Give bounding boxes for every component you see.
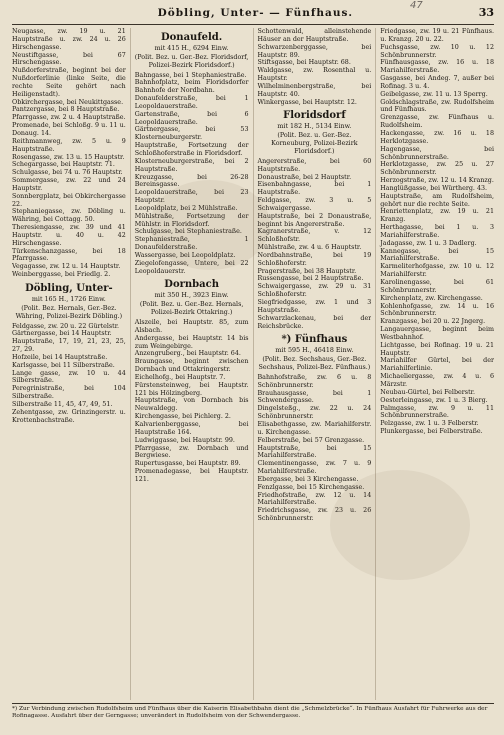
street-entry: Goldschlagstraße, zw. Rudolfsheim und Fünfhaus. [380,98,494,114]
street-entry: Felberstraße, bei 57 Grenzgasse. [257,436,365,444]
street-entry: Sommergasse, zw. 22 und 24 Hauptstr. [12,177,126,192]
street-entry: Hofzeile, bei 14 Hauptstraße. [12,353,108,361]
street-entry: Schegargasse, bei Hauptstr. 71. [12,161,115,169]
street-entry: Neustiftgasse, bei 67 Hirschengasse. [12,51,126,67]
street-entry: Palmgasse, zw. 9 u. 11 Schönbrunnerstraße. [380,404,494,420]
section-population: mit 350 H., 3923 Einw. [154,292,229,300]
section-population: mit 182 H., 5134 Einw. [277,123,352,131]
street-entry: Ebergasse, bei 3 Kirchengasse. [257,475,359,483]
street-entry: Kranzgasse, bei 20 u. 22 Jngerg. [380,318,486,326]
street-entry: Stephaniestraße, 1 Donaufelderstraße. [134,236,249,252]
street-entry: Bahnhofstraße, zw. 6 u. 8 Schönbrunnerstr. [257,373,372,389]
street-entry: Vegagasse, zw. 12 u. 14 Hauptstr. [12,263,121,271]
street-entry: Kohlenhofgasse, zw. 14 u. 16 Schönbrunnerstr. [380,302,494,318]
street-entry: Langauergasse, beginnt beim Westbahnhof. [380,326,494,341]
street-entry: Eisenbahngasse, bei 1 Hauptstraße. [257,181,372,197]
street-entry: Theresiengasse, zw. 39 und 41 Hauptstr. u. 40 u. 42 Hirschengasse. [12,224,126,247]
street-entry: Herzogstraße, zw. 12 u. 14 Kranzg. [380,177,494,185]
street-entry: Hauptstraße, Fortsetzung der Schloßhoferstraße in Floridsdorf. [134,142,249,157]
street-entry: Kreuzgasse, bei 26-28 Bereinsgasse. [134,173,249,189]
street-entry: Gartenstraße, bei 6 Leopoldauerstraße. [134,110,249,126]
street-entry: Schulgasse, bei 74 u. 76 Hauptstr. [12,169,123,177]
street-entry: Winkergasse, bei Hauptstr. 12. [257,98,357,106]
street-entry: Gärtnergasse, bei 53 Klosterneuburgerstr. [134,126,249,142]
street-entry: Friedhofstraße, zw. 12 u. 14 Mariahilferstraße. [257,491,372,507]
street-entry: Hackengasse, zw. 16 u. 18 Herklotzgasse. [380,129,494,145]
section-population: mit 165 H., 1726 Einw. [31,296,106,303]
street-entry: Obkirchergasse, bei Neukittgasse. [12,98,124,106]
street-entry: Kalvarienberggasse, bei Hauptstraße 164. [134,420,249,436]
section-district-note: (Polit. Bez. Hernals, Ger.-Bez. Währing, Polizei-Bezirk Döbling.) [15,304,123,320]
directory-columns [12,28,494,700]
street-entry: Karlsgasse, bei 11 Silberstraße. [12,361,115,369]
street-entry: Pragerstraße, bei 38 Hauptstr. [257,267,357,275]
street-entry: Türkenschanzgasse, bei 18 Pfarrgasse. [12,247,126,263]
street-entry: Hagengasse, bei Schönbrunnerstraße. [380,145,494,161]
section-heading: *) Fünfhaus [281,334,348,346]
street-entry: Donaustraße, bei 2 Hauptstr. [257,173,352,181]
street-entry: Michaeliergasse, zw. 4 u. 6 Märzstr. [380,373,494,388]
street-entry: Clementinengasse, zw. 7 u. 9 Mariahilferstraße. [257,460,372,476]
street-entry: Waldgasse, zw. Rosenthal u. Hauptstr. [257,67,372,83]
street-entry: Weinberggasse, bei Friedlg. 2. [12,271,111,279]
column-4 [375,28,494,700]
street-entry: Herklotzgasse, zw. 25 u. 27 Schönbrunnerstr. [380,161,494,177]
street-entry: Kagranerstraße, v. 12 Schloßhofstr. [257,228,372,244]
street-entry: Mariahilfer Gürtel, bei der Mariahilferlinie. [380,357,494,373]
column-1 [12,28,126,700]
street-entry: Zehentgasse, zw. Grinzingerstr. u. Krottenbachstraße. [12,408,126,424]
street-entry: Hauptstraße, 17, 19, 21, 23, 25, 27, 29. [12,338,126,354]
street-entry: Wassergasse, bei Leopoldplatz. [134,251,236,259]
section-heading: Dornbach [164,279,219,291]
street-entry: Hauptstraße, von Dornbach bis Neuwaldegg. [134,397,249,413]
footnote: *) Zur Verbindung zwischen Rudolfsheim und Fünfhaus über die Kaiserin Elisabethbahn dient die „Schmelzbrücke“. In Fünfhaus Ausfahrt für Fuhrwerke aus der Rofinagasse. Ausfahrt über der Gerngasse; unverändert in Rudolfsheim von der Schwendergasse. [12,703,494,720]
street-entry: Fenzlgasse, bei 15 Kirchengasse. [257,483,365,491]
section-district-note: (Polit. Bez. u. Ger.-Bez. Korneuburg, Polizei-Bezirk Floridsdorf.) [271,132,358,155]
street-entry: Andergasse, bei Hauptstr. 14 bis zum Weingebirge. [134,334,249,350]
running-head: Döbling, Unter- — Fünfhaus. [157,7,354,19]
street-entry: Kannegasse, bei 15 Mariahilferstraße. [380,247,494,263]
street-entry: Grenzgasse, zw. Fünfhaus u. Rudolfsheim. [380,114,494,130]
street-entry: Leopoldauerstraße, bei 23 Hauptstr. [134,189,249,205]
street-entry: Alszeile, bei Hauptstr. 85, zum Alsbach. [134,319,249,334]
street-entry: Friedgasse, zw. 19 u. 21 Fünfhaus. u. Kranzg. 20 u. 22. [380,28,494,43]
street-entry: Feldgasse, zw. 20 u. 22 Gürtelstr. [12,322,120,330]
street-entry: Dingelsteßg., zw. 22 u. 24 Schönbrunnerstr. [257,405,372,421]
street-entry: Kirchenplatz, zw. Kirchengasse. [380,294,483,302]
street-entry: Rupertusgasse, bei Hauptstr. 89. [134,460,241,468]
street-entry: Lange gasse, zw. 10 u. 44 Silberstraße. [12,369,126,385]
section-heading: Donaufeld. [160,32,223,43]
street-entry: Neubau-Gürtel, bei Felberstr. [380,388,475,396]
street-entry: Brauhausgasse, bei 1 Schwendergasse. [257,389,372,405]
street-entry: Fünfhausgasse, zw. 16 u. 18 Mariahilferstraße. [380,59,494,75]
street-entry: Donaufelderstraße, bei 1 Leopoldauerstraße. [134,95,249,110]
street-entry: Stephaniegasse, zw. Döbling u. Währing, bei Cottagg. 50. [12,208,126,224]
street-entry: Stiftsgasse, bei Hauptstr. 68. [257,59,351,67]
street-entry: Schwarzenberggasse, bei Hauptstr. 89. [257,43,372,59]
street-entry: Bahngasse, bei 1 Stephaniestraße. [134,71,247,79]
street-entry: Braungasse, beginnt zwischen Dornbach und Ottakringerstr. [134,358,249,374]
handwritten-page-note: 47 [410,0,423,11]
street-entry: Schulgasse, bei Stephaniestraße. [134,228,242,236]
street-entry: Karmeliterhofgasse, zw. 10 u. 12 Mariahilferstr. [380,263,494,279]
street-entry: Wilhelminenbergstraße, bei Hauptstr. 40. [257,82,372,98]
street-entry: Promenadegasse, bei Hauptstr. 121. [134,468,249,483]
street-entry: Friedrichsgasse, zw. 23 u. 26 Schönbrunnerstr. [257,507,372,523]
street-entry: Angererstraße, bei 60 Hauptstraße. [257,157,372,173]
street-entry: Sonnbergplatz, bei Obkirchergasse 22. [12,192,126,208]
section-district-note: (Polit. Bez. u. Ger.-Bez. Hernals, Polizei-Bezirk Ottakring.) [139,301,244,317]
street-entry: Bahnhofplatz, beim Floridsdorfer Bahnhofe der Nordbahn. [134,79,249,95]
column-3 [253,28,372,700]
street-entry: Russengasse, bei 2 Hauptstraße. [257,275,364,283]
street-entry: Nordbahnstraße, bei 19 Schloßhoferstr. [257,251,372,267]
street-entry: Leopoldplatz, bei 2 Mühlstraße. [134,204,238,212]
street-entry: Karolinengasse, bei 61 Schönbrunnerstr. [380,279,494,294]
street-entry: Fuchsgasse, zw. 10 u. 12 Schönbrunnerstr. [380,43,494,59]
street-entry: Pantzergasse, bei 8 Hauptstraße. [12,106,120,114]
street-entry: Klosterneuburgerstraße, bei 2 Hauptstraße. [134,157,249,173]
street-entry: Anzengruberg., bei Hauptstr. 64. [134,350,241,358]
street-entry: Gasgasse, bei Andeg. 7, außer bei Rofinag. 3 u. 4. [380,75,494,90]
street-entry: Oesterleingasse, zw. 1 u. 3 Bierg. [380,396,488,404]
section-heading: Floridsdorf [283,110,346,122]
column-2 [130,28,249,700]
street-entry: Ludwiggasse, bei Hauptstr. 99. [134,436,235,444]
street-entry: Hauptstraße, bei 15 Mariahilferstraße. [257,444,372,460]
section-population: mit 595 H., 46418 Einw. [275,347,354,355]
street-entry: Rosengasse, zw. 13 u. 15 Hauptstr. [12,153,125,161]
street-entry: Siegfriedgasse, zw. 1 und 3 Hauptstraße. [257,299,372,314]
street-entry: Gärtnergasse, bei 14 Hauptstr. [12,330,112,338]
street-entry: Hauptstraße, am Rudolfsheim, gehört nur die rechte Seite. [380,192,494,208]
street-entry: Mühlstraße, zw. 4 u. 6 Hauptstr. [257,244,362,252]
street-entry: Pelzgasse, zw. 1 u. 3 Felberstr. [380,420,479,428]
street-entry: Mühlstraße, Fortsetzung der Mühlstr. in Floridsdorf. [134,212,249,228]
street-entry: Pfarrgasse, zw. 2 u. 4 Hauptstraße. [12,114,126,122]
street-entry: Schottenwald, alleinstehende Häuser an der Hauptstraße. [257,28,372,43]
street-entry: Schwarzlackenau, bei der Reichsbrücke. [257,314,372,330]
section-population: mit 415 H., 6294 Einw. [154,45,229,52]
street-entry: Fürstensteinweg, bei Hauptstr. 121 bis Hölzingberg. [134,381,249,397]
section-heading: Döbling, Unter- [25,283,113,294]
street-entry: Geibelgasse, zw. 11 u. 13 Sperrg. [380,90,488,98]
section-district-note: (Polit. Bez. Sechshaus, Ger.-Bez. Sechshaus, Polizei-Bez. Fünfhaus.) [258,356,371,372]
street-entry: Hanglüßgasse, bei Würtherg. 43. [380,184,488,192]
street-entry: Plunkergasse, bei Felberstraße. [380,428,483,436]
street-entry: Silberstraße 11, 45, 47, 49, 51. [12,400,113,408]
street-entry: Kirchengasse, bei Pichlerg. 2. [134,413,231,421]
street-entry: Neugasse, zw. 19 u. 21 Hauptstraße u. zw. 24 u. 26 Hirschengasse. [12,28,126,51]
page-number: 33 [478,6,494,19]
street-entry: Lichtgasse, bei Rofinag. 19 u. 21 Hauptstr. [380,341,494,357]
street-entry: Hauptstraße, bei 2 Donaustraße, beginnt bis Angererstraße. [257,212,372,228]
street-entry: Nußdorferstraße, beginnt bei der Nußdorferlinie (linke Seite, die rechte Seite gehört nach Heiligenstadt). [12,67,126,98]
section-district-note: (Polit. Bez. u. Ger.-Bez. Floridsdorf, Polizei-Bezirk Floridsdorf.) [134,53,249,69]
street-entry: Reithmannweg, zw. 5 u. 9 Hauptstraße. [12,137,126,153]
street-entry: Feldgasse, zw. 3 u. 5 Schwaigergasse. [257,197,372,212]
street-entry: Schwaigergasse, zw. 29 u. 31 Schloßhoferstr. [257,283,372,299]
street-entry: Herthagasse, bei 1 u. 3 Mariahilferstraße. [380,224,494,239]
street-entry: Promenade, bei Schloßg. 9 u. 11 u. Donaug. 14. [12,122,126,137]
street-entry: Jadagasse, zw. 1 u. 3 Dadlerg. [380,239,477,247]
street-entry: Eichelhofg., bei Hauptstr. 7. [134,373,226,381]
street-entry: Henriettenplatz, zw. 19 u. 21 Kranzg. [380,208,494,224]
street-entry: Pfarrgasse, zw. Dornbach und Bergwiese. [134,444,249,460]
street-entry: Peregrinistraße, bei 104 Silberstraße. [12,385,126,401]
street-entry: Ziegelofengasse, Untere, bei 22 Leopoldauerstr. [134,259,249,275]
street-entry: Elisabethgasse, zw. Mariahilferstr. u. Kirchengasse. [257,420,372,436]
